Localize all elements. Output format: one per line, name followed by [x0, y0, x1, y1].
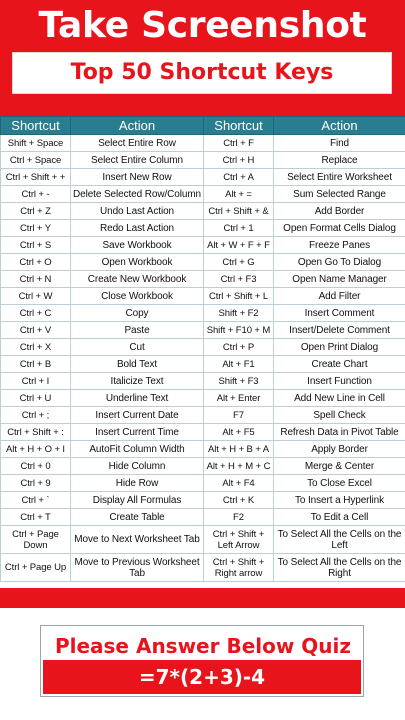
- shortcut-key: Shift + F3: [204, 373, 274, 390]
- shortcut-key: Ctrl + `: [1, 492, 71, 509]
- column-header-shortcut: Shortcut: [204, 117, 274, 135]
- table-row: [1, 339, 405, 356]
- action-text: Copy: [71, 305, 204, 322]
- shortcut-key: Alt + H + B + A: [204, 441, 274, 458]
- action-text: Close Workbook: [71, 288, 204, 305]
- action-text: Display All Formulas: [71, 492, 204, 509]
- shortcut-key: Ctrl + P: [204, 339, 274, 356]
- shortcut-key: Shift + F10 + M: [204, 322, 274, 339]
- action-text: Open Name Manager: [274, 271, 405, 288]
- table-row: [1, 475, 405, 492]
- shortcut-key: Ctrl + ;: [1, 407, 71, 424]
- table-row: [1, 492, 405, 509]
- shortcut-key: Ctrl + B: [1, 356, 71, 373]
- action-text: Select Entire Row: [71, 135, 204, 152]
- action-text: Add Border: [274, 203, 405, 220]
- table-row: [1, 458, 405, 475]
- action-text: To Edit a Cell: [274, 509, 405, 526]
- shortcut-key: F7: [204, 407, 274, 424]
- quiz-box: [40, 625, 364, 697]
- action-text: Underline Text: [71, 390, 204, 407]
- table-row: [1, 441, 405, 458]
- action-text: Replace: [274, 152, 405, 169]
- action-text: Delete Selected Row/Column: [71, 186, 204, 203]
- action-text: Save Workbook: [71, 237, 204, 254]
- shortcut-key: Ctrl + Shift + Right arrow: [204, 554, 274, 582]
- shortcut-key: Ctrl + Page Up: [1, 554, 71, 582]
- shortcut-key: Ctrl + X: [1, 339, 71, 356]
- shortcut-key: Ctrl + Shift + Left Arrow: [204, 526, 274, 554]
- table-row: [1, 271, 405, 288]
- shortcut-key: Alt + H + O + I: [1, 441, 71, 458]
- action-text: Open Go To Dialog: [274, 254, 405, 271]
- action-text: Insert Function: [274, 373, 405, 390]
- shortcut-key: Alt + H + M + C: [204, 458, 274, 475]
- column-header-shortcut: Shortcut: [1, 117, 71, 135]
- shortcut-key: Alt + F5: [204, 424, 274, 441]
- table-row: [1, 169, 405, 186]
- action-text: Insert Current Time: [71, 424, 204, 441]
- shortcut-key: Ctrl + Shift + L: [204, 288, 274, 305]
- action-text: To Insert a Hyperlink: [274, 492, 405, 509]
- action-text: Spell Check: [274, 407, 405, 424]
- shortcut-key: Alt + F1: [204, 356, 274, 373]
- shortcut-key: Shift + Space: [1, 135, 71, 152]
- shortcut-key: Alt + W + F + F: [204, 237, 274, 254]
- table-row: [1, 152, 405, 169]
- column-header-action: Action: [71, 117, 204, 135]
- shortcut-key: Shift + F2: [204, 305, 274, 322]
- shortcut-key: Ctrl + 1: [204, 220, 274, 237]
- action-text: Hide Row: [71, 475, 204, 492]
- red-divider-band: [0, 588, 405, 608]
- action-text: Select Entire Column: [71, 152, 204, 169]
- action-text: Sum Selected Range: [274, 186, 405, 203]
- action-text: Open Print Dialog: [274, 339, 405, 356]
- shortcut-key: Ctrl + K: [204, 492, 274, 509]
- table-row: [1, 390, 405, 407]
- table-row: [1, 305, 405, 322]
- shortcut-key: Ctrl + N: [1, 271, 71, 288]
- action-text: Find: [274, 135, 405, 152]
- column-header-action: Action: [274, 117, 405, 135]
- action-text: Create New Workbook: [71, 271, 204, 288]
- shortcut-key: Ctrl + Page Down: [1, 526, 71, 554]
- shortcut-key: Ctrl + C: [1, 305, 71, 322]
- shortcut-key: Ctrl + U: [1, 390, 71, 407]
- action-text: Italicize Text: [71, 373, 204, 390]
- shortcut-key: Ctrl + Shift + :: [1, 424, 71, 441]
- page-title: Take Screenshot: [38, 5, 367, 46]
- action-text: Refresh Data in Pivot Table: [274, 424, 405, 441]
- quiz-title: Please Answer Below Quiz: [54, 634, 352, 658]
- shortcut-key: Ctrl + -: [1, 186, 71, 203]
- table-row: [1, 424, 405, 441]
- action-text: Cut: [71, 339, 204, 356]
- shortcut-key: Ctrl + Shift + &: [204, 203, 274, 220]
- shortcut-key: Ctrl + I: [1, 373, 71, 390]
- action-text: Redo Last Action: [71, 220, 204, 237]
- shortcut-key: Ctrl + Space: [1, 152, 71, 169]
- table-row: [1, 288, 405, 305]
- action-text: Insert/Delete Comment: [274, 322, 405, 339]
- shortcut-key: Ctrl + W: [1, 288, 71, 305]
- action-text: Select Entire Worksheet: [274, 169, 405, 186]
- action-text: Move to Previous Worksheet Tab: [71, 554, 204, 582]
- table-row: [1, 220, 405, 237]
- table-row: [1, 203, 405, 220]
- action-text: Open Workbook: [71, 254, 204, 271]
- table-row: [1, 407, 405, 424]
- table-row: [1, 356, 405, 373]
- shortcut-key: Alt + =: [204, 186, 274, 203]
- shortcut-key: Ctrl + F3: [204, 271, 274, 288]
- table-row: [1, 254, 405, 271]
- shortcut-key: Ctrl + A: [204, 169, 274, 186]
- shortcut-key: Ctrl + Shift + +: [1, 169, 71, 186]
- table-row: [1, 322, 405, 339]
- action-text: To Close Excel: [274, 475, 405, 492]
- action-text: Insert New Row: [71, 169, 204, 186]
- shortcut-key: Ctrl + S: [1, 237, 71, 254]
- shortcut-key: F2: [204, 509, 274, 526]
- shortcut-key: Alt + F4: [204, 475, 274, 492]
- header-banner: [0, 0, 405, 116]
- table-row: [1, 135, 405, 152]
- action-text: To Select All the Cells on the Left: [274, 526, 405, 554]
- shortcut-key: Ctrl + G: [204, 254, 274, 271]
- table-row: [1, 554, 405, 582]
- shortcut-key: Ctrl + Z: [1, 203, 71, 220]
- table-row: [1, 186, 405, 203]
- shortcut-key: Ctrl + O: [1, 254, 71, 271]
- action-text: Create Chart: [274, 356, 405, 373]
- action-text: Add New Line in Cell: [274, 390, 405, 407]
- table-body: [1, 135, 405, 582]
- action-text: AutoFit Column Width: [71, 441, 204, 458]
- action-text: Insert Current Date: [71, 407, 204, 424]
- shortcut-key: Alt + Enter: [204, 390, 274, 407]
- action-text: Create Table: [71, 509, 204, 526]
- shortcut-key: Ctrl + H: [204, 152, 274, 169]
- table-row: [1, 509, 405, 526]
- table-header-row: [1, 117, 405, 135]
- shortcut-key: Ctrl + F: [204, 135, 274, 152]
- action-text: Open Format Cells Dialog: [274, 220, 405, 237]
- action-text: Apply Border: [274, 441, 405, 458]
- page-subtitle: Top 50 Shortcut Keys: [12, 52, 392, 94]
- shortcut-key: Ctrl + 9: [1, 475, 71, 492]
- action-text: Merge & Center: [274, 458, 405, 475]
- shortcut-key: Ctrl + T: [1, 509, 71, 526]
- action-text: Undo Last Action: [71, 203, 204, 220]
- action-text: To Select All the Cells on the Right: [274, 554, 405, 582]
- table-row: [1, 237, 405, 254]
- shortcut-key: Ctrl + Y: [1, 220, 71, 237]
- table-row: [1, 373, 405, 390]
- action-text: Hide Column: [71, 458, 204, 475]
- action-text: Paste: [71, 322, 204, 339]
- action-text: Move to Next Worksheet Tab: [71, 526, 204, 554]
- action-text: Freeze Panes: [274, 237, 405, 254]
- shortcut-table: [0, 116, 405, 582]
- action-text: Insert Comment: [274, 305, 405, 322]
- action-text: Add Filter: [274, 288, 405, 305]
- action-text: Bold Text: [71, 356, 204, 373]
- shortcut-key: Ctrl + 0: [1, 458, 71, 475]
- table-row: [1, 526, 405, 554]
- quiz-formula: =7*(2+3)-4: [43, 660, 361, 694]
- shortcut-key: Ctrl + V: [1, 322, 71, 339]
